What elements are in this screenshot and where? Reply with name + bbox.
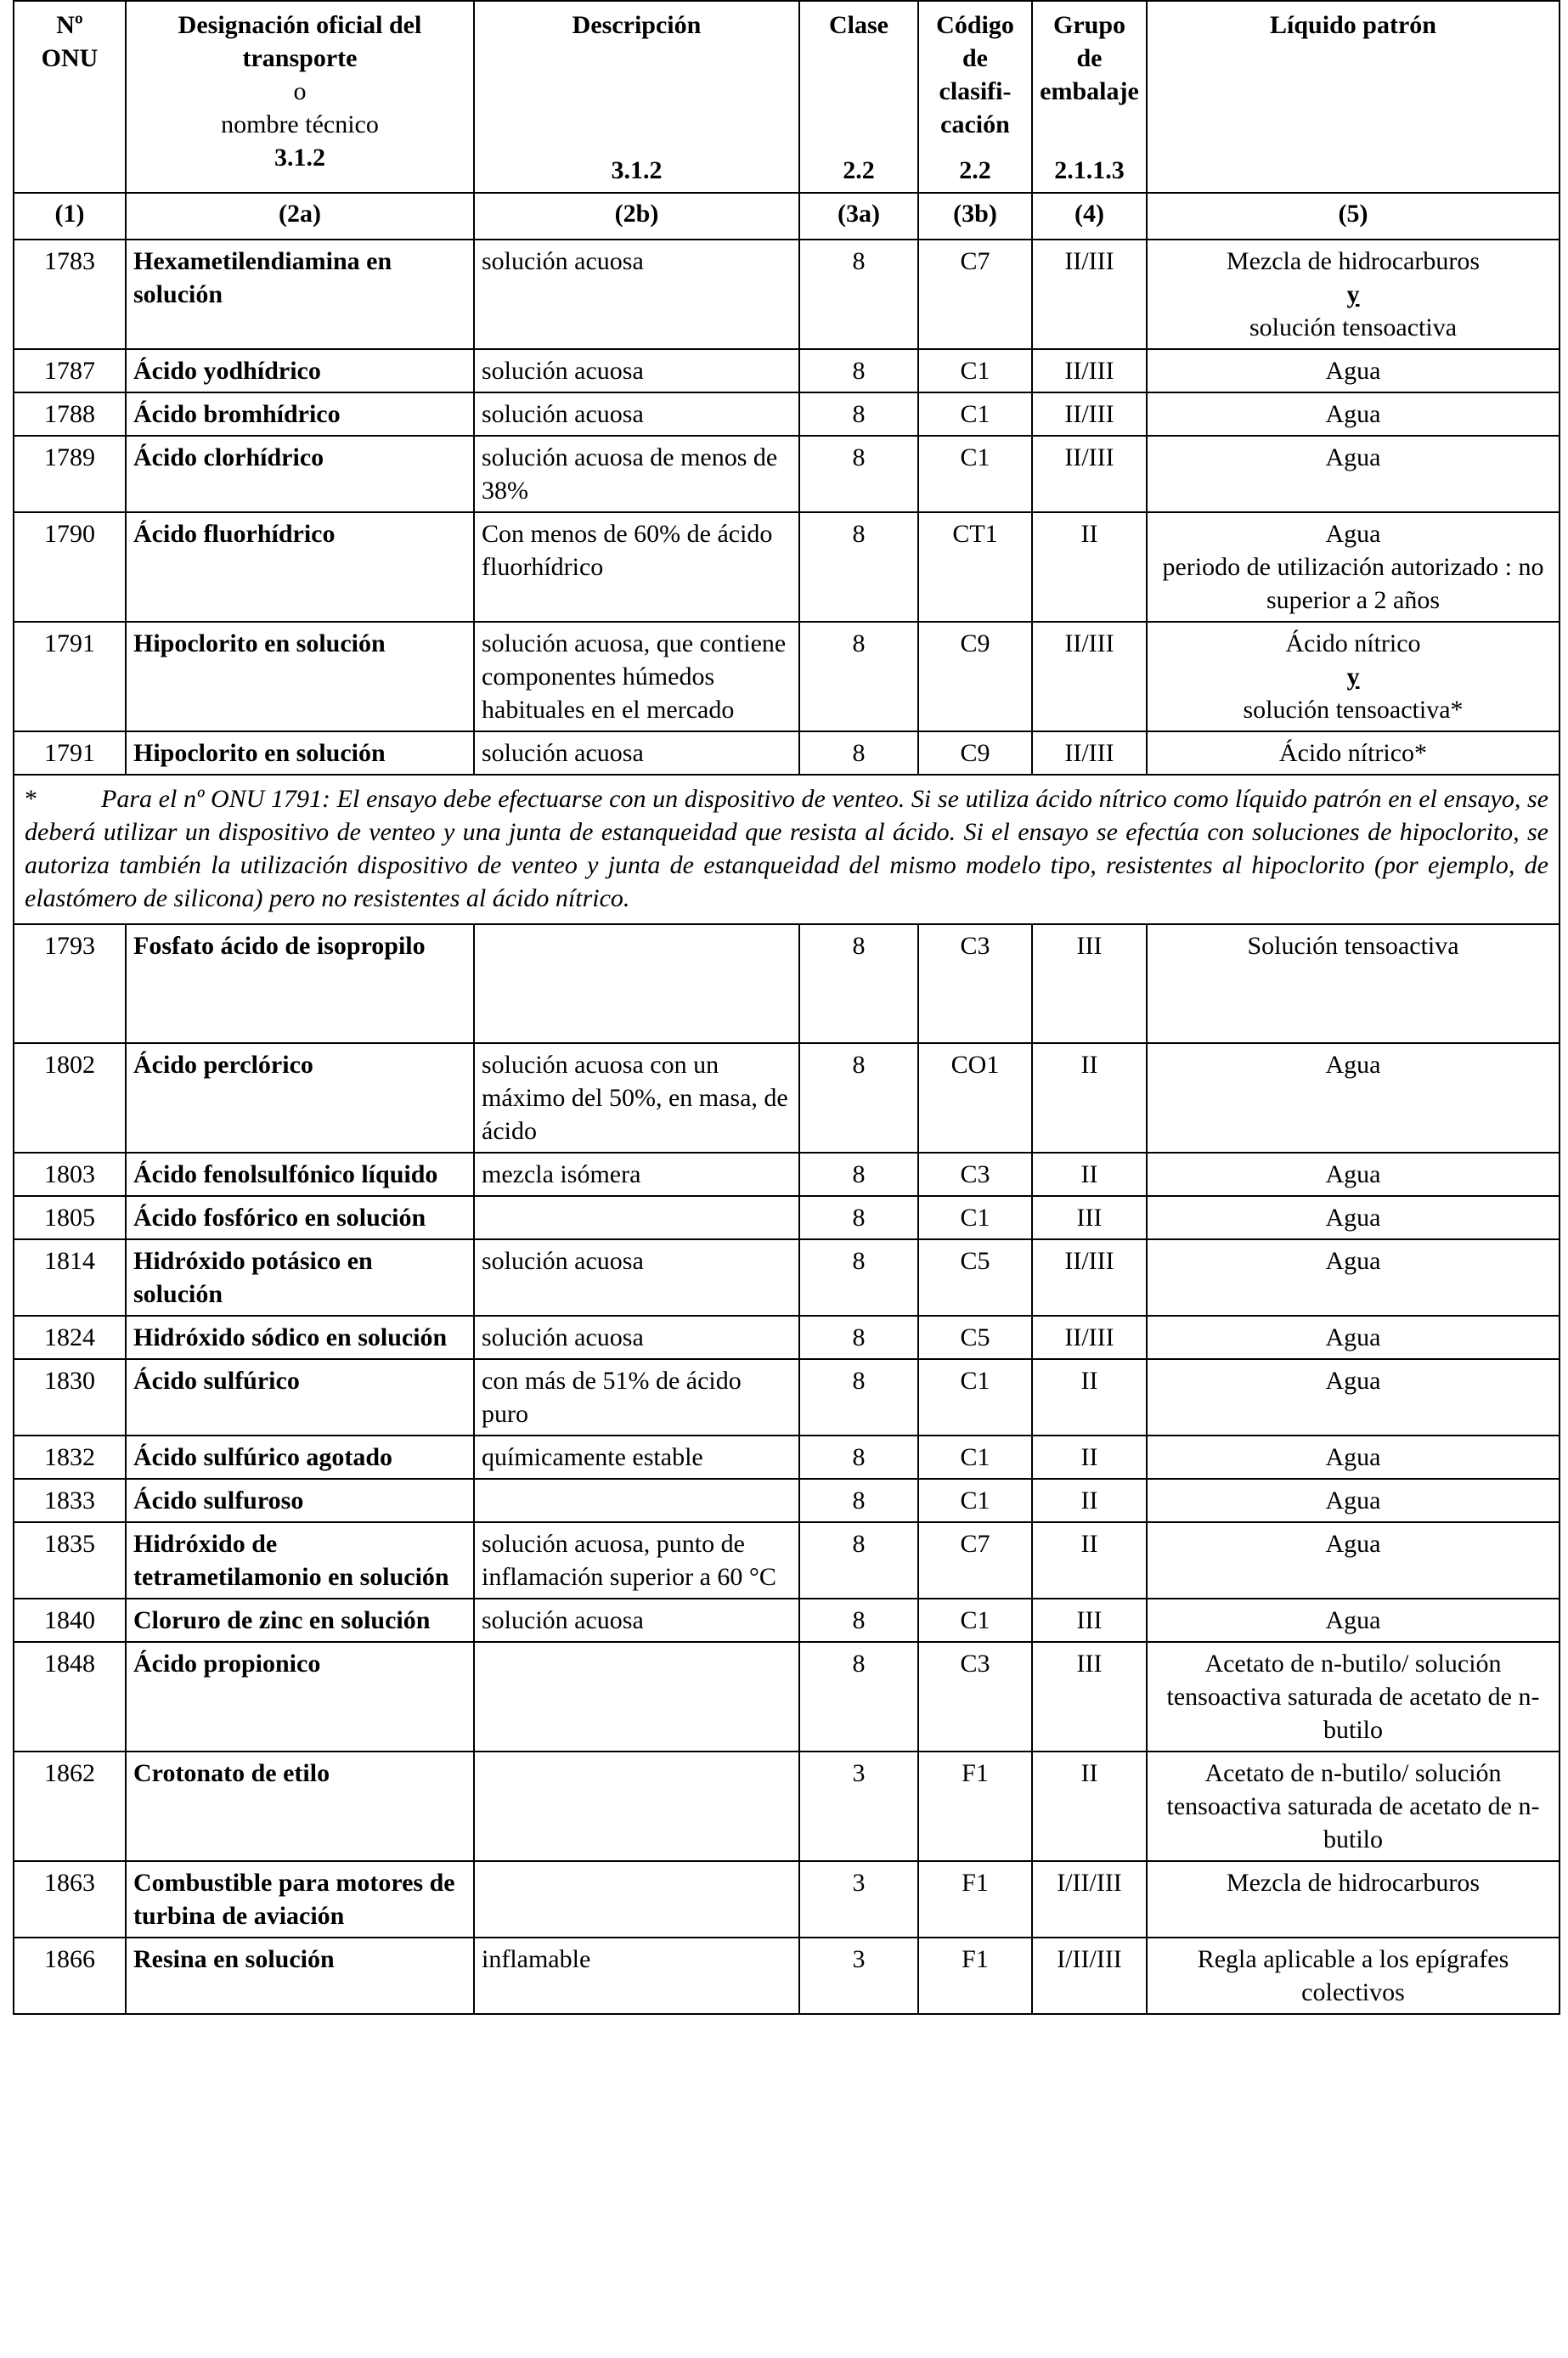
un-number-cell: 1862 (14, 1752, 126, 1861)
packing-group-cell: II/III (1032, 240, 1147, 349)
designation-cell: Hidróxido potásico en solución (126, 1239, 474, 1316)
liquid-line: Agua (1325, 1530, 1381, 1558)
designation-cell: Cloruro de zinc en solución (126, 1599, 474, 1642)
un-number-cell: 1788 (14, 392, 126, 436)
classification-code-cell: C1 (918, 436, 1032, 512)
table-row (14, 392, 1560, 436)
classification-code-cell: CT1 (918, 512, 1032, 622)
packing-group-cell: III (1032, 924, 1147, 1043)
designation-cell: Fosfato ácido de isopropilo (126, 924, 474, 1043)
class-cell: 8 (799, 1599, 918, 1642)
designation-cell: Ácido bromhídrico (126, 392, 474, 436)
packing-group-cell: II (1032, 1522, 1147, 1599)
table-row (14, 1752, 1560, 1861)
standard-liquid-cell (1147, 240, 1560, 349)
standard-liquid-cell (1147, 1599, 1560, 1642)
designation-cell: Ácido fosfórico en solución (126, 1196, 474, 1239)
liquid-line: Agua (1325, 1606, 1381, 1634)
description-cell: inflamable (474, 1938, 799, 2014)
liquid-line: solución tensoactiva (1249, 313, 1458, 341)
class-cell: 3 (799, 1861, 918, 1938)
description-cell: solución acuosa (474, 1316, 799, 1359)
col-number: (2a) (126, 193, 474, 240)
class-cell: 8 (799, 1359, 918, 1436)
col-number: (3a) (799, 193, 918, 240)
liquid-line: Solución tensoactiva (1247, 932, 1459, 960)
classification-code-cell: F1 (918, 1938, 1032, 2014)
designation-cell: Ácido sulfuroso (126, 1479, 474, 1522)
liquid-line: Agua (1325, 357, 1381, 385)
class-cell: 8 (799, 392, 918, 436)
packing-group-cell: II (1032, 1752, 1147, 1861)
class-cell: 8 (799, 349, 918, 392)
classification-code-cell: C7 (918, 240, 1032, 349)
liquid-line: Mezcla de hidrocarburos (1226, 247, 1481, 275)
table-row (14, 349, 1560, 392)
un-number-cell: 1789 (14, 436, 126, 512)
description-cell (474, 1479, 799, 1522)
designation-cell: Ácido fluorhídrico (126, 512, 474, 622)
classification-code-cell: C1 (918, 349, 1032, 392)
un-number-cell: 1848 (14, 1642, 126, 1752)
description-cell: solución acuosa de menos de 38% (474, 436, 799, 512)
standard-liquid-cell (1147, 392, 1560, 436)
column-number-row (14, 193, 1560, 240)
standard-liquid-cell (1147, 512, 1560, 622)
table-body-part-a (14, 240, 1560, 775)
classification-code-cell: F1 (918, 1752, 1032, 1861)
table-row (14, 731, 1560, 775)
table-row (14, 1359, 1560, 1436)
classification-code-cell: C1 (918, 1196, 1032, 1239)
class-cell: 8 (799, 1043, 918, 1153)
table-row (14, 240, 1560, 349)
packing-group-cell: II (1032, 1479, 1147, 1522)
un-number-cell: 1787 (14, 349, 126, 392)
class-cell: 8 (799, 1316, 918, 1359)
designation-cell: Hipoclorito en solución (126, 731, 474, 775)
description-cell: solución acuosa (474, 731, 799, 775)
class-cell: 8 (799, 1153, 918, 1196)
un-number-cell: 1866 (14, 1938, 126, 2014)
header-code: Código de clasifi- cación 2.2 (918, 1, 1032, 193)
class-cell: 8 (799, 731, 918, 775)
class-cell: 8 (799, 436, 918, 512)
standard-liquid-cell (1147, 349, 1560, 392)
class-cell: 8 (799, 1196, 918, 1239)
classification-code-cell: C3 (918, 1642, 1032, 1752)
class-cell: 8 (799, 622, 918, 731)
description-cell (474, 924, 799, 1043)
standard-liquid-cell (1147, 436, 1560, 512)
table-row (14, 924, 1560, 1043)
note-row (14, 775, 1560, 924)
table-row (14, 512, 1560, 622)
liquid-line: Acetato de n-butilo/ solución tensoactiva saturada de acetato de n-butilo (1166, 1650, 1540, 1744)
liquid-line: Ácido nítrico* (1278, 739, 1428, 767)
packing-group-cell: II/III (1032, 731, 1147, 775)
un-number-cell: 1790 (14, 512, 126, 622)
packing-group-cell: II/III (1032, 392, 1147, 436)
packing-group-cell: I/II/III (1032, 1861, 1147, 1938)
description-cell (474, 1861, 799, 1938)
table-row (14, 1153, 1560, 1196)
description-cell: con más de 51% de ácido puro (474, 1359, 799, 1436)
description-cell: solución acuosa (474, 240, 799, 349)
designation-cell: Combustible para motores de turbina de aviación (126, 1861, 474, 1938)
description-cell: solución acuosa, que contiene componentes húmedos habituales en el mercado (474, 622, 799, 731)
class-cell: 3 (799, 1752, 918, 1861)
liquid-line: Mezcla de hidrocarburos (1226, 1869, 1481, 1897)
un-number-cell: 1783 (14, 240, 126, 349)
un-number-cell: 1830 (14, 1359, 126, 1436)
liquid-line: Agua (1325, 1204, 1381, 1232)
packing-group-cell: II (1032, 1153, 1147, 1196)
note-section (14, 775, 1560, 924)
standard-liquid-cell (1147, 1153, 1560, 1196)
class-cell: 8 (799, 512, 918, 622)
packing-group-cell: II/III (1032, 622, 1147, 731)
un-number-cell: 1832 (14, 1436, 126, 1479)
classification-code-cell: C1 (918, 1436, 1032, 1479)
packing-group-cell: II (1032, 1359, 1147, 1436)
designation-cell: Ácido yodhídrico (126, 349, 474, 392)
liquid-line: Regla aplicable a los epígrafes colectivos (1197, 1945, 1509, 2006)
conjunction-y: y (1346, 280, 1360, 308)
packing-group-cell: II/III (1032, 1239, 1147, 1316)
description-cell: solución acuosa (474, 392, 799, 436)
footnote-text: Para el nº ONU 1791: El ensayo debe efectuarse con un dispositivo de venteo. Si se utiliza ácido nítrico como líquido patrón en el ensayo, se deberá utilizar un dispositivo de venteo y una junta de estanqueidad que resista al ácido. Si el ensayo se efectúa con soluciones de hipoclorito, se autoriza también la utilización dispositivo de venteo y junta de estanqueidad del mismo modelo tipo, resistentes al hipoclorito (por ejemplo, de elastómero de silicona) pero no resistentes al ácido nítrico. (25, 785, 1548, 912)
un-number-cell: 1824 (14, 1316, 126, 1359)
packing-group-cell: II/III (1032, 349, 1147, 392)
standard-liquid-cell (1147, 1752, 1560, 1861)
document-page (13, 0, 1559, 2015)
col-number: (1) (14, 193, 126, 240)
classification-code-cell: C3 (918, 1153, 1032, 1196)
packing-group-cell: II/III (1032, 1316, 1147, 1359)
un-number-cell: 1791 (14, 622, 126, 731)
description-cell: solución acuosa (474, 1239, 799, 1316)
liquid-line: Agua (1325, 520, 1381, 548)
class-cell: 8 (799, 924, 918, 1043)
dangerous-goods-table (13, 0, 1560, 2015)
standard-liquid-cell (1147, 1196, 1560, 1239)
header-group: Grupo de embalaje 2.1.1.3 (1032, 1, 1147, 193)
header-designation: Designación oficial del transporte o nombre técnico 3.1.2 (126, 1, 474, 193)
un-number-cell: 1835 (14, 1522, 126, 1599)
table-row (14, 1239, 1560, 1316)
description-cell: solución acuosa (474, 349, 799, 392)
class-cell: 8 (799, 1479, 918, 1522)
packing-group-cell: III (1032, 1642, 1147, 1752)
table-row (14, 1522, 1560, 1599)
liquid-line: Agua (1325, 1323, 1381, 1351)
table-row (14, 1938, 1560, 2014)
un-number-cell: 1802 (14, 1043, 126, 1153)
liquid-line: solución tensoactiva* (1243, 696, 1464, 724)
designation-cell: Ácido clorhídrico (126, 436, 474, 512)
classification-code-cell: C1 (918, 1599, 1032, 1642)
standard-liquid-cell (1147, 1522, 1560, 1599)
table-row (14, 1316, 1560, 1359)
classification-code-cell: C9 (918, 731, 1032, 775)
standard-liquid-cell (1147, 1043, 1560, 1153)
standard-liquid-cell (1147, 622, 1560, 731)
liquid-line: Ácido nítrico (1285, 629, 1421, 657)
packing-group-cell: II/III (1032, 436, 1147, 512)
standard-liquid-cell (1147, 731, 1560, 775)
col-number: (4) (1032, 193, 1147, 240)
packing-group-cell: II (1032, 512, 1147, 622)
un-number-cell: 1833 (14, 1479, 126, 1522)
packing-group-cell: III (1032, 1599, 1147, 1642)
liquid-line: Agua (1325, 1160, 1381, 1188)
un-number-cell: 1805 (14, 1196, 126, 1239)
un-number-cell: 1791 (14, 731, 126, 775)
liquid-line: Acetato de n-butilo/ solución tensoactiva saturada de acetato de n-butilo (1166, 1759, 1540, 1853)
table-row (14, 622, 1560, 731)
liquid-line: periodo de utilización autorizado : no superior a 2 años (1162, 553, 1544, 614)
header-class: Clase 2.2 (799, 1, 918, 193)
header-onu: Nº ONU (14, 1, 126, 193)
designation-cell: Ácido perclórico (126, 1043, 474, 1153)
classification-code-cell: C9 (918, 622, 1032, 731)
table-row (14, 436, 1560, 512)
packing-group-cell: II (1032, 1043, 1147, 1153)
classification-code-cell: C1 (918, 392, 1032, 436)
liquid-line: Agua (1325, 1247, 1381, 1275)
standard-liquid-cell (1147, 1642, 1560, 1752)
designation-cell: Ácido sulfúrico agotado (126, 1436, 474, 1479)
class-cell: 3 (799, 1938, 918, 2014)
un-number-cell: 1814 (14, 1239, 126, 1316)
description-cell (474, 1196, 799, 1239)
class-cell: 8 (799, 1522, 918, 1599)
standard-liquid-cell (1147, 1479, 1560, 1522)
description-cell: solución acuosa, punto de inflamación superior a 60 °C (474, 1522, 799, 1599)
footnote-marker: * (25, 785, 37, 813)
class-cell: 8 (799, 240, 918, 349)
standard-liquid-cell (1147, 1436, 1560, 1479)
designation-cell: Ácido sulfúrico (126, 1359, 474, 1436)
standard-liquid-cell (1147, 1938, 1560, 2014)
table-row (14, 1642, 1560, 1752)
table-row (14, 1436, 1560, 1479)
header-description: Descripción 3.1.2 (474, 1, 799, 193)
classification-code-cell: C5 (918, 1316, 1032, 1359)
liquid-line: Agua (1325, 1443, 1381, 1471)
header-liquid: Líquido patrón (1147, 1, 1560, 193)
designation-cell: Resina en solución (126, 1938, 474, 2014)
description-cell (474, 1752, 799, 1861)
packing-group-cell: III (1032, 1196, 1147, 1239)
footnote-1791 (14, 775, 1560, 924)
table-row (14, 1043, 1560, 1153)
liquid-line: Agua (1325, 1486, 1381, 1515)
liquid-line: Agua (1325, 1367, 1381, 1395)
designation-cell: Hidróxido sódico en solución (126, 1316, 474, 1359)
description-cell: solución acuosa con un máximo del 50%, en masa, de ácido (474, 1043, 799, 1153)
table-row (14, 1861, 1560, 1938)
liquid-line: Agua (1325, 400, 1381, 428)
standard-liquid-cell (1147, 924, 1560, 1043)
un-number-cell: 1863 (14, 1861, 126, 1938)
classification-code-cell: CO1 (918, 1043, 1032, 1153)
liquid-line: Agua (1325, 1051, 1381, 1079)
classification-code-cell: C7 (918, 1522, 1032, 1599)
un-number-cell: 1840 (14, 1599, 126, 1642)
designation-cell: Crotonato de etilo (126, 1752, 474, 1861)
table-row (14, 1599, 1560, 1642)
table-body-part-b (14, 924, 1560, 2014)
description-cell: químicamente estable (474, 1436, 799, 1479)
col-number: (2b) (474, 193, 799, 240)
designation-cell: Hipoclorito en solución (126, 622, 474, 731)
liquid-line: Agua (1325, 443, 1381, 471)
designation-cell: Hidróxido de tetrametilamonio en solución (126, 1522, 474, 1599)
class-cell: 8 (799, 1642, 918, 1752)
col-number: (5) (1147, 193, 1560, 240)
un-number-cell: 1803 (14, 1153, 126, 1196)
packing-group-cell: II (1032, 1436, 1147, 1479)
classification-code-cell: C1 (918, 1479, 1032, 1522)
designation-cell: Ácido propionico (126, 1642, 474, 1752)
col-number: (3b) (918, 193, 1032, 240)
table-row (14, 1479, 1560, 1522)
class-cell: 8 (799, 1239, 918, 1316)
packing-group-cell: I/II/III (1032, 1938, 1147, 2014)
table-row (14, 1196, 1560, 1239)
description-cell: solución acuosa (474, 1599, 799, 1642)
designation-cell: Hexametilendiamina en solución (126, 240, 474, 349)
classification-code-cell: C1 (918, 1359, 1032, 1436)
designation-cell: Ácido fenolsulfónico líquido (126, 1153, 474, 1196)
standard-liquid-cell (1147, 1239, 1560, 1316)
classification-code-cell: C3 (918, 924, 1032, 1043)
un-number-cell: 1793 (14, 924, 126, 1043)
conjunction-y: y (1346, 663, 1360, 691)
standard-liquid-cell (1147, 1861, 1560, 1938)
description-cell (474, 1642, 799, 1752)
standard-liquid-cell (1147, 1359, 1560, 1436)
standard-liquid-cell (1147, 1316, 1560, 1359)
classification-code-cell: C5 (918, 1239, 1032, 1316)
description-cell: mezcla isómera (474, 1153, 799, 1196)
description-cell: Con menos de 60% de ácido fluorhídrico (474, 512, 799, 622)
class-cell: 8 (799, 1436, 918, 1479)
classification-code-cell: F1 (918, 1861, 1032, 1938)
header-row (14, 1, 1560, 193)
